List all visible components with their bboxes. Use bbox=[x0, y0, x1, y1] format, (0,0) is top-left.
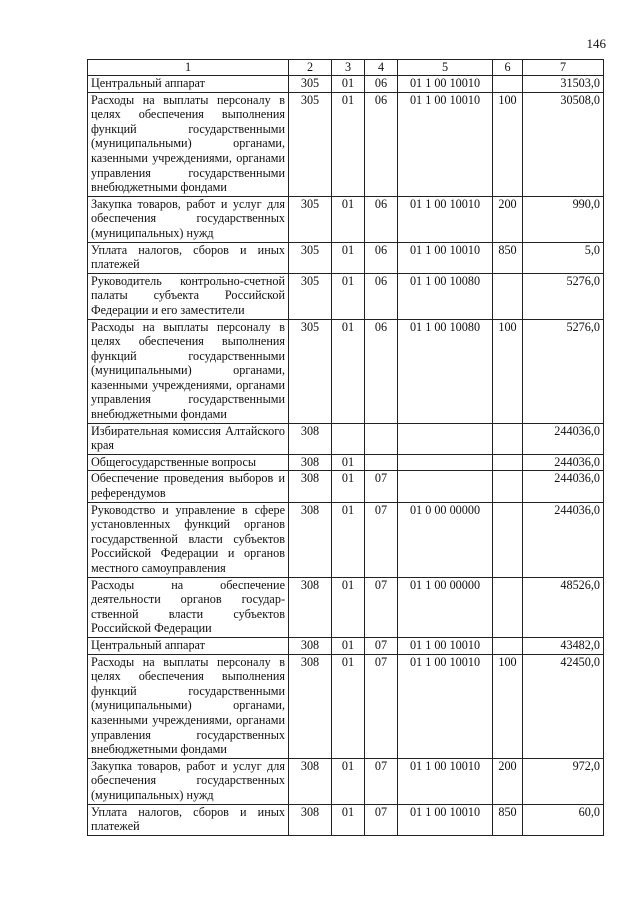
row-target-article: 01 1 00 10010 bbox=[398, 804, 493, 835]
row-target-article: 01 1 00 10010 bbox=[398, 758, 493, 804]
row-expense-type: 200 bbox=[493, 196, 523, 242]
row-subsection: 06 bbox=[365, 242, 398, 273]
row-expense-type: 850 bbox=[493, 242, 523, 273]
row-subsection: 06 bbox=[365, 76, 398, 93]
table-header-row bbox=[88, 60, 604, 76]
row-subsection: 07 bbox=[365, 577, 398, 637]
row-expense-type: 100 bbox=[493, 92, 523, 196]
header-col-5: 5 bbox=[398, 60, 493, 76]
row-section: 01 bbox=[332, 454, 365, 471]
row-amount: 60,0 bbox=[523, 804, 604, 835]
header-col-4: 4 bbox=[365, 60, 398, 76]
row-ministry: 305 bbox=[289, 92, 332, 196]
table-row bbox=[88, 242, 604, 273]
table-row bbox=[88, 76, 604, 93]
table-row bbox=[88, 637, 604, 654]
row-amount: 5,0 bbox=[523, 242, 604, 273]
table-row bbox=[88, 502, 604, 577]
row-subsection: 07 bbox=[365, 804, 398, 835]
row-ministry: 308 bbox=[289, 471, 332, 502]
row-amount: 31503,0 bbox=[523, 76, 604, 93]
row-section: 01 bbox=[332, 471, 365, 502]
row-amount: 244036,0 bbox=[523, 471, 604, 502]
table-row bbox=[88, 758, 604, 804]
row-amount: 5276,0 bbox=[523, 273, 604, 319]
row-expense-type: 200 bbox=[493, 758, 523, 804]
table-row bbox=[88, 454, 604, 471]
row-section: 01 bbox=[332, 319, 365, 423]
row-target-article bbox=[398, 471, 493, 502]
row-name: Расходы на выплаты персоналу в целях обеспечения выполнения функций государственными (муниципальными) органами, казенными учреждениями, органами управления государственных внебюджетными фондами bbox=[88, 654, 289, 758]
page-number: 146 bbox=[586, 36, 606, 51]
row-subsection: 07 bbox=[365, 654, 398, 758]
row-expense-type bbox=[493, 471, 523, 502]
row-name: Центральный аппарат bbox=[88, 76, 289, 93]
row-amount: 972,0 bbox=[523, 758, 604, 804]
row-ministry: 305 bbox=[289, 76, 332, 93]
row-amount: 43482,0 bbox=[523, 637, 604, 654]
row-target-article: 01 1 00 10080 bbox=[398, 273, 493, 319]
row-expense-type bbox=[493, 423, 523, 454]
row-name: Расходы на выплаты персоналу в целях обеспечения выполнения функций государственными (муниципальными) органами, казенными учреждениями, органами управления государственными внебюджетными фондами bbox=[88, 92, 289, 196]
row-amount: 5276,0 bbox=[523, 319, 604, 423]
table-row bbox=[88, 654, 604, 758]
row-ministry: 308 bbox=[289, 454, 332, 471]
row-target-article: 01 1 00 10010 bbox=[398, 242, 493, 273]
row-section: 01 bbox=[332, 577, 365, 637]
row-target-article bbox=[398, 454, 493, 471]
row-target-article bbox=[398, 423, 493, 454]
row-name: Руководитель контрольно-счетной палаты субъекта Российской Федерации и его заместители bbox=[88, 273, 289, 319]
row-section: 01 bbox=[332, 804, 365, 835]
row-subsection: 07 bbox=[365, 471, 398, 502]
row-ministry: 308 bbox=[289, 654, 332, 758]
row-expense-type bbox=[493, 502, 523, 577]
row-target-article: 01 1 00 10010 bbox=[398, 92, 493, 196]
row-name: Избирательная комиссия Алтайского края bbox=[88, 423, 289, 454]
header-col-1: 1 bbox=[88, 60, 289, 76]
table-row bbox=[88, 471, 604, 502]
row-subsection bbox=[365, 423, 398, 454]
table-row bbox=[88, 92, 604, 196]
row-expense-type: 100 bbox=[493, 319, 523, 423]
row-target-article: 01 1 00 10010 bbox=[398, 654, 493, 758]
table-row bbox=[88, 423, 604, 454]
table-row bbox=[88, 273, 604, 319]
row-expense-type bbox=[493, 637, 523, 654]
row-name: Закупка товаров, работ и услуг для обеспечения государственных (муниципальных) нужд bbox=[88, 196, 289, 242]
table-row bbox=[88, 804, 604, 835]
row-subsection: 06 bbox=[365, 319, 398, 423]
row-name: Уплата налогов, сборов и иных платежей bbox=[88, 242, 289, 273]
row-expense-type bbox=[493, 454, 523, 471]
row-section bbox=[332, 423, 365, 454]
row-amount: 30508,0 bbox=[523, 92, 604, 196]
row-target-article: 01 1 00 10010 bbox=[398, 196, 493, 242]
header-col-2: 2 bbox=[289, 60, 332, 76]
row-target-article: 01 0 00 00000 bbox=[398, 502, 493, 577]
row-section: 01 bbox=[332, 76, 365, 93]
row-subsection bbox=[365, 454, 398, 471]
row-ministry: 308 bbox=[289, 577, 332, 637]
row-amount: 48526,0 bbox=[523, 577, 604, 637]
row-name: Уплата налогов, сборов и иных платежей bbox=[88, 804, 289, 835]
row-subsection: 07 bbox=[365, 637, 398, 654]
row-section: 01 bbox=[332, 654, 365, 758]
row-amount: 42450,0 bbox=[523, 654, 604, 758]
row-subsection: 07 bbox=[365, 758, 398, 804]
row-name: Общегосударственные вопросы bbox=[88, 454, 289, 471]
row-section: 01 bbox=[332, 502, 365, 577]
row-ministry: 305 bbox=[289, 196, 332, 242]
row-ministry: 308 bbox=[289, 758, 332, 804]
row-amount: 244036,0 bbox=[523, 454, 604, 471]
row-expense-type bbox=[493, 76, 523, 93]
row-ministry: 308 bbox=[289, 804, 332, 835]
row-subsection: 06 bbox=[365, 92, 398, 196]
row-name: Центральный аппарат bbox=[88, 637, 289, 654]
row-name: Обеспечение проведения выборов и референдумов bbox=[88, 471, 289, 502]
row-expense-type bbox=[493, 577, 523, 637]
budget-table bbox=[87, 59, 604, 836]
row-name: Расходы на выплаты персоналу в целях обеспечения выполнения функций государственными (муниципальными) органами, казенными учреждениями, органами управления государственными внебюджетными фондами bbox=[88, 319, 289, 423]
row-amount: 244036,0 bbox=[523, 423, 604, 454]
row-ministry: 308 bbox=[289, 502, 332, 577]
header-col-7: 7 bbox=[523, 60, 604, 76]
row-expense-type: 850 bbox=[493, 804, 523, 835]
row-section: 01 bbox=[332, 273, 365, 319]
row-name: Расходы на обеспечение деятельности органов государственной власти субъектов Российской Федерации bbox=[88, 577, 289, 637]
row-target-article: 01 1 00 10010 bbox=[398, 637, 493, 654]
header-col-6: 6 bbox=[493, 60, 523, 76]
table-row bbox=[88, 577, 604, 637]
row-amount: 990,0 bbox=[523, 196, 604, 242]
row-amount: 244036,0 bbox=[523, 502, 604, 577]
row-target-article: 01 1 00 00000 bbox=[398, 577, 493, 637]
row-ministry: 308 bbox=[289, 637, 332, 654]
row-section: 01 bbox=[332, 196, 365, 242]
row-section: 01 bbox=[332, 242, 365, 273]
row-ministry: 305 bbox=[289, 273, 332, 319]
row-section: 01 bbox=[332, 637, 365, 654]
row-target-article: 01 1 00 10080 bbox=[398, 319, 493, 423]
header-col-3: 3 bbox=[332, 60, 365, 76]
row-section: 01 bbox=[332, 758, 365, 804]
row-ministry: 305 bbox=[289, 242, 332, 273]
row-name: Закупка товаров, работ и услуг для обеспечения государственных (муниципальных) нужд bbox=[88, 758, 289, 804]
row-section: 01 bbox=[332, 92, 365, 196]
row-expense-type: 100 bbox=[493, 654, 523, 758]
row-expense-type bbox=[493, 273, 523, 319]
row-target-article: 01 1 00 10010 bbox=[398, 76, 493, 93]
row-ministry: 308 bbox=[289, 423, 332, 454]
row-name: Руководство и управление в сфере установленных функций органов государственной власти субъектов Российской Федерации и органов местного самоуправления bbox=[88, 502, 289, 577]
table-row bbox=[88, 319, 604, 423]
row-subsection: 06 bbox=[365, 196, 398, 242]
row-subsection: 07 bbox=[365, 502, 398, 577]
table-row bbox=[88, 196, 604, 242]
row-subsection: 06 bbox=[365, 273, 398, 319]
row-ministry: 305 bbox=[289, 319, 332, 423]
